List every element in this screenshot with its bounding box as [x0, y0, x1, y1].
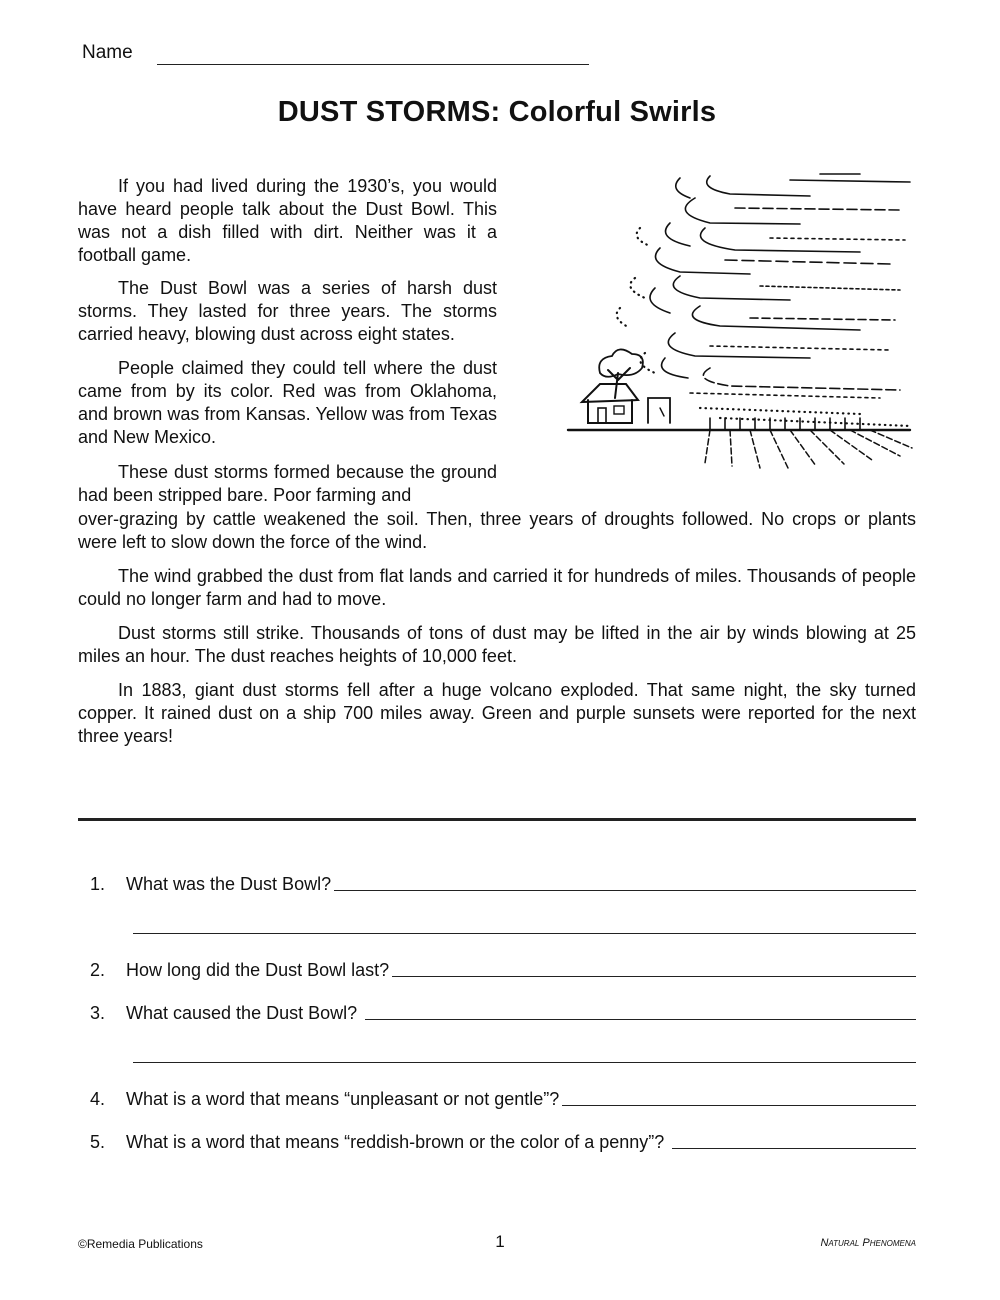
- paragraph-3: People claimed they could tell where the dust came from by its color. Red was from Oklahoma, and brown was from Kansas. Yellow was from Texas and New Mexico.: [78, 358, 497, 447]
- answer-field-5[interactable]: [672, 1148, 916, 1149]
- paragraph-4-continued: over-grazing by cattle weakened the soil. Then, three years of droughts followed. No crops or plants were left to slow down the force of the wind.: [78, 509, 916, 552]
- paragraph-6: Dust storms still strike. Thousands of tons of dust may be lifted in the air by winds blowing at 25 miles an hour. The dust reaches heights of 10,000 feet.: [78, 623, 916, 666]
- paragraph-7: In 1883, giant dust storms fell after a huge volcano exploded. That same night, the sky turned copper. It rained dust on a ship 700 miles away. Green and purple sunsets were reported for the next three years!: [78, 680, 916, 746]
- answer-field-2[interactable]: [392, 976, 916, 977]
- question-number: 2.: [90, 960, 106, 980]
- answer-field-4[interactable]: [562, 1105, 916, 1106]
- question-number: 1.: [90, 874, 106, 894]
- question-number: 4.: [90, 1089, 106, 1109]
- answer-field-1[interactable]: [334, 890, 916, 891]
- section-divider: [78, 818, 916, 821]
- question-1: [90, 869, 916, 895]
- question-text: What is a word that means “unpleasant or not gentle”?: [126, 1089, 560, 1109]
- paragraph-2: The Dust Bowl was a series of harsh dust storms. They lasted for three years. The storms carried heavy, blowing dust across eight states.: [78, 278, 497, 344]
- name-label: Name: [82, 42, 133, 63]
- page-title: DUST STORMS: Colorful Swirls: [277, 96, 717, 128]
- paragraph-1: If you had lived during the 1930’s, you would have heard people talk about the Dust Bowl. This was not a dish filled with dirt. Neither was it a football game.: [78, 176, 497, 265]
- question-3: [90, 998, 916, 1024]
- series-title: Natural Phenomena: [820, 1237, 916, 1249]
- question-number: 5.: [90, 1132, 106, 1152]
- page-number: 1: [495, 1232, 505, 1251]
- answer-field-3[interactable]: [365, 1019, 916, 1020]
- question-text: What caused the Dust Bowl?: [126, 1003, 363, 1023]
- copyright-notice: ©Remedia Publications: [78, 1237, 203, 1251]
- question-text: What is a word that means “reddish-brown or the color of a penny”?: [126, 1132, 670, 1152]
- question-2: [90, 955, 916, 981]
- paragraph-4-start: These dust storms formed because the ground had been stripped bare. Poor farming and: [78, 462, 497, 505]
- answer-field-1-line-2[interactable]: [133, 933, 916, 934]
- question-5: [90, 1127, 916, 1153]
- paragraph-5: The wind grabbed the dust from flat lands and carried it for hundreds of miles. Thousands of people could no longer farm and had to move.: [78, 566, 916, 609]
- answer-field-3-line-2[interactable]: [133, 1062, 916, 1063]
- dust-storm-farm-illustration: [560, 168, 920, 473]
- name-field[interactable]: [157, 64, 589, 65]
- question-4: [90, 1084, 916, 1110]
- question-text: What was the Dust Bowl?: [126, 874, 332, 894]
- question-text: How long did the Dust Bowl last?: [126, 960, 390, 980]
- question-number: 3.: [90, 1003, 106, 1023]
